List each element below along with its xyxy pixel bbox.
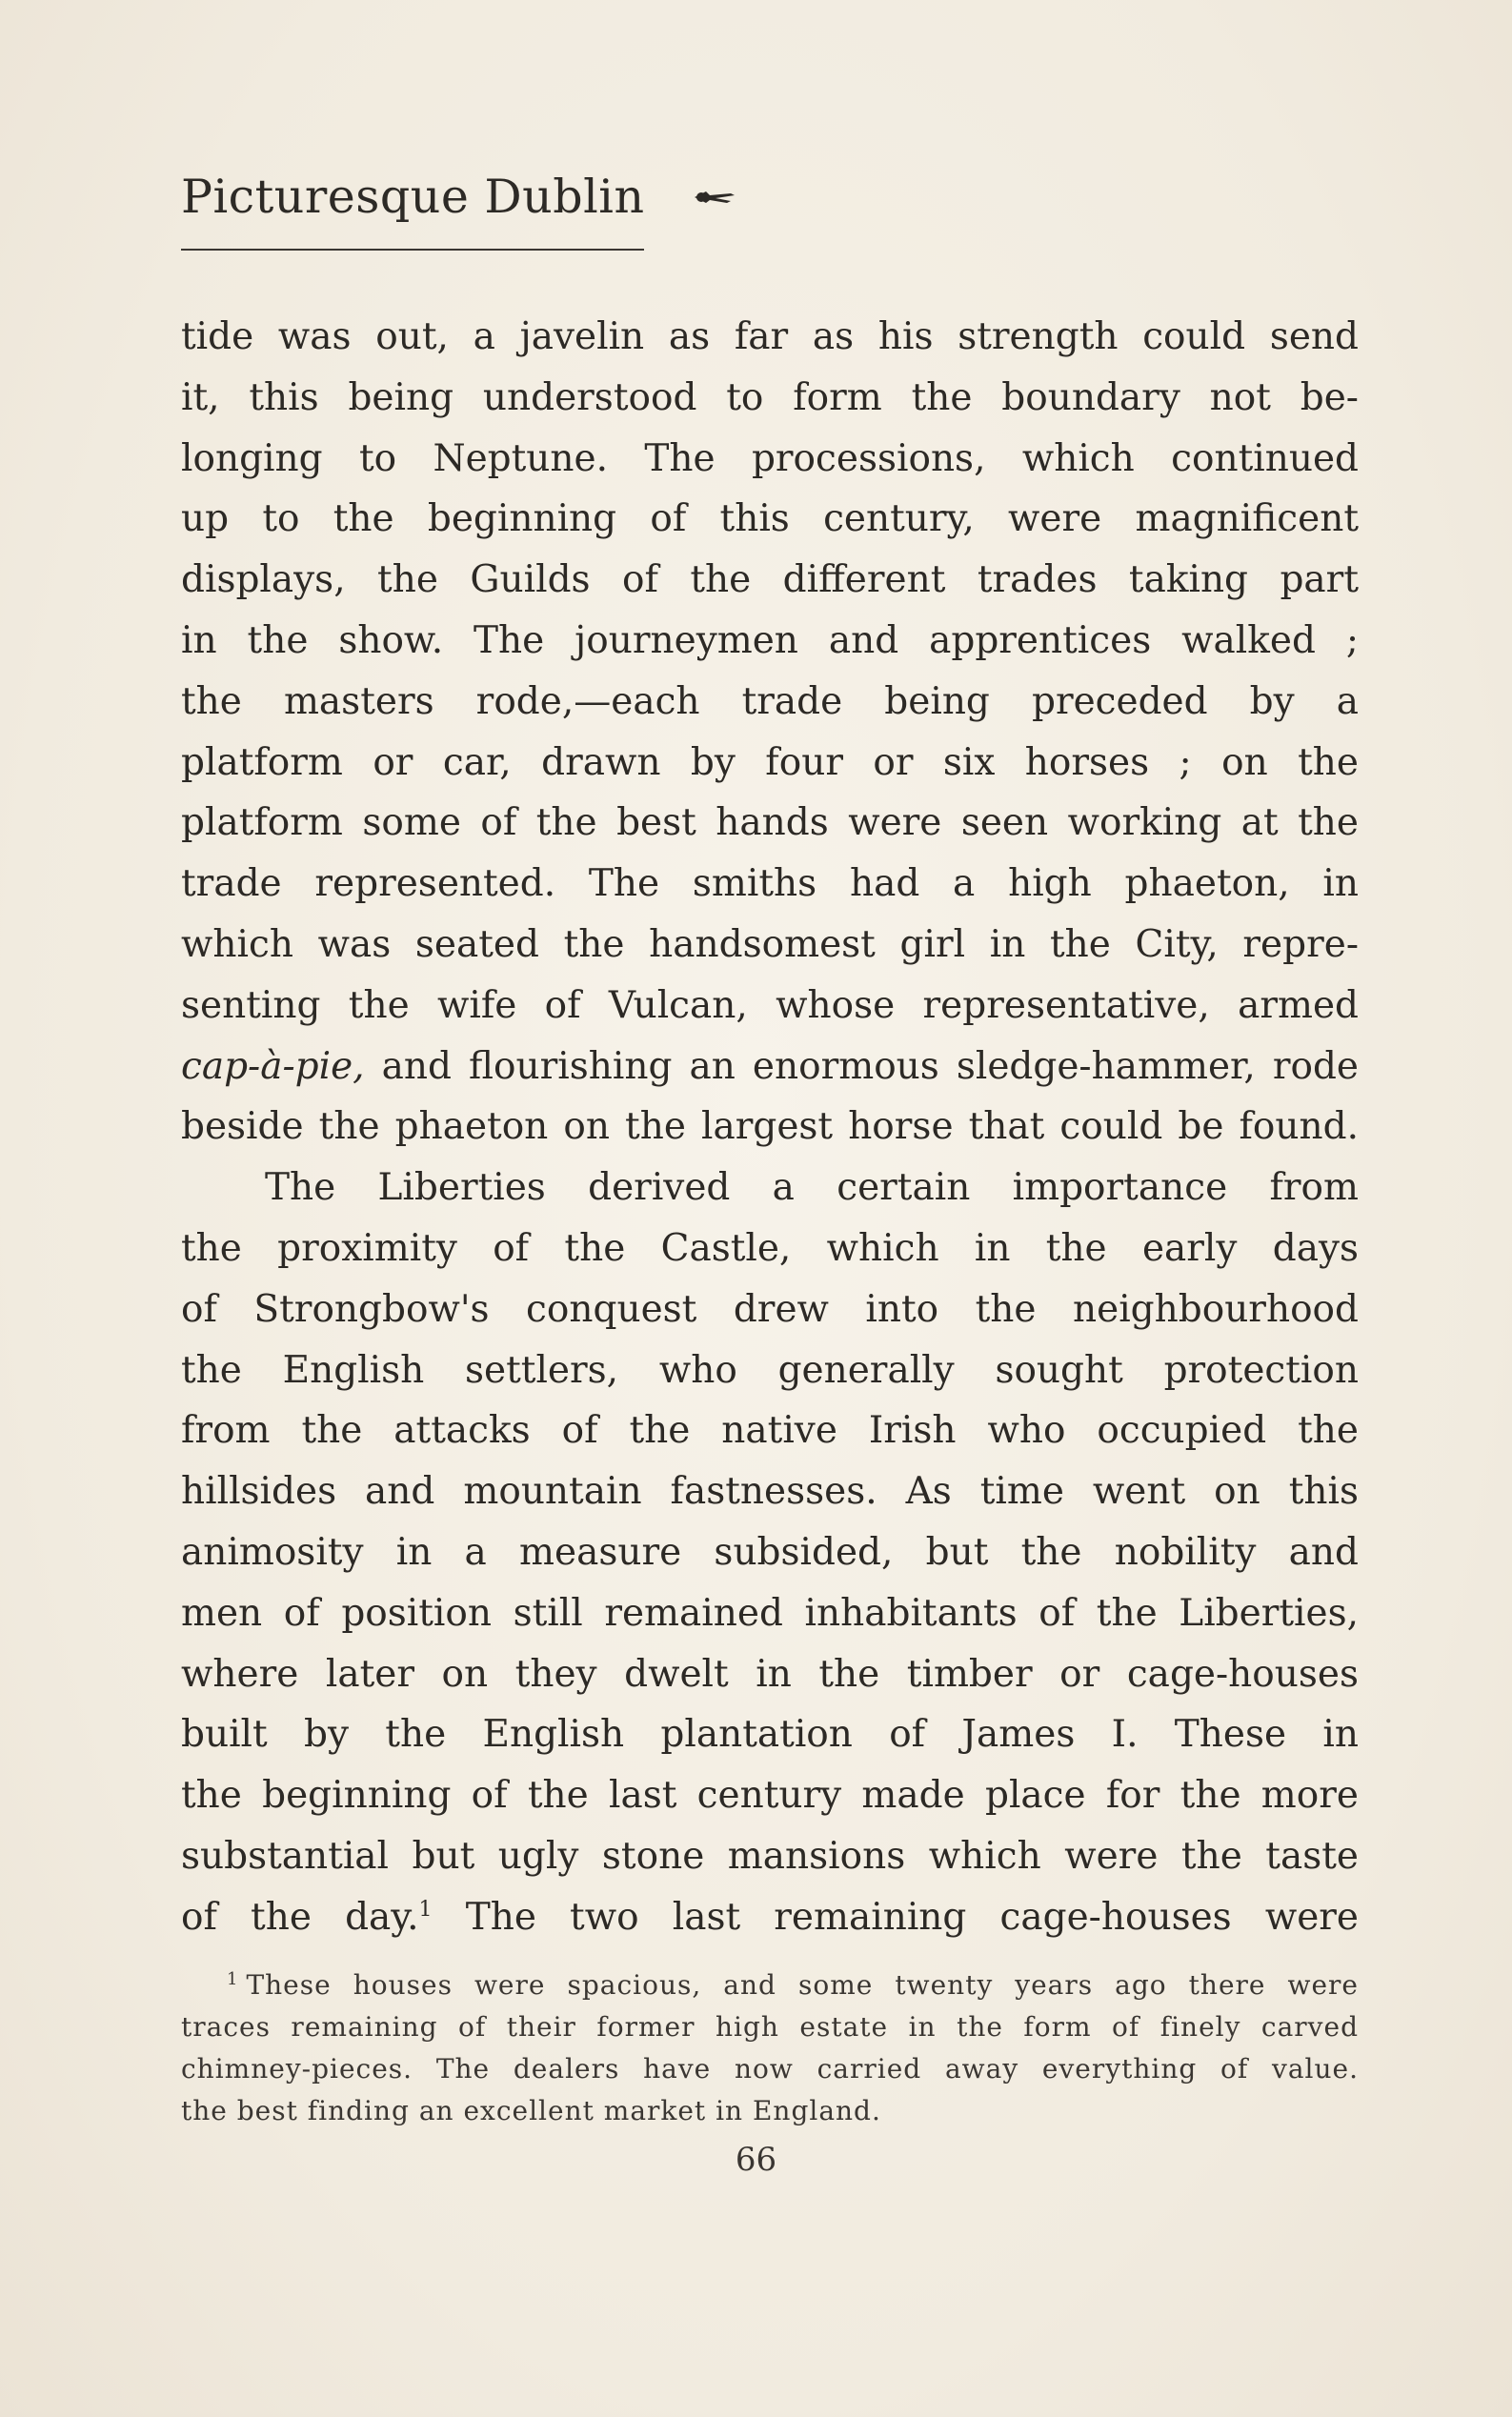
footnote-line: traces remaining of their former high estate in the form of finely carved: [181, 2011, 1359, 2043]
text-line: platform or car, drawn by four or six horses ; on the: [181, 740, 1359, 784]
text-line: The Liberties derived a certain importance from: [265, 1166, 1359, 1210]
text-line: animosity in a measure subsided, but the nobility and: [181, 1530, 1359, 1574]
text-line: platform some of the best hands were seen working at the: [181, 801, 1359, 845]
footnote-line: chimney-pieces. The dealers have now carried away everything of value.: [181, 2053, 1359, 2085]
text-line: from the attacks of the native Irish who occupied the: [181, 1409, 1359, 1453]
body-text: [181, 307, 1359, 1948]
text-line-rest: and flourishing an enormous sledge-hammer, rode: [381, 1044, 1359, 1088]
text-line: the masters rode,—each trade being preceded by a: [181, 679, 1359, 723]
running-header: [181, 170, 736, 224]
hand-pointing-left-icon: [693, 187, 736, 212]
footnote-line: [181, 1964, 1359, 2006]
text-line: beside the phaeton on the largest horse that could be found.: [181, 1105, 1359, 1149]
text-line: senting the wife of Vulcan, whose representative, armed: [181, 983, 1359, 1027]
italic-phrase: cap-à-pie,: [181, 1044, 365, 1088]
text-line: of Strongbow's conquest drew into the neighbourhood: [181, 1287, 1359, 1331]
text-line: in the show. The journeymen and apprentices walked ;: [181, 618, 1359, 662]
footnote-reference: 1: [418, 1897, 433, 1922]
text-line: up to the beginning of this century, were magnificent: [181, 497, 1359, 541]
text-line: the proximity of the Castle, which in the early days: [181, 1226, 1359, 1270]
text-line-end: The two last remaining cage-houses were: [465, 1895, 1360, 1939]
text-line: it, this being understood to form the boundary not be-: [181, 375, 1359, 419]
text-line: tide was out, a javelin as far as his strength could send: [181, 315, 1359, 358]
text-line: [181, 1887, 1359, 1948]
text-line: which was seated the handsomest girl in the City, repre-: [181, 922, 1359, 966]
footnote: [181, 1964, 1359, 2132]
text-line: where later on they dwelt in the timber or cage-houses: [181, 1652, 1359, 1696]
text-line: displays, the Guilds of the different trades taking part: [181, 558, 1359, 602]
text-line: men of position still remained inhabitants of the Liberties,: [181, 1591, 1359, 1635]
header-rule: [181, 249, 644, 251]
text-line: the beginning of the last century made place for the more: [181, 1774, 1359, 1818]
text-line: longing to Neptune. The processions, which continued: [181, 436, 1359, 480]
running-title: Picturesque Dublin: [181, 170, 645, 224]
page-number: 66: [735, 2141, 777, 2179]
footnote-text: These houses were spacious, and some twenty years ago there were: [246, 1969, 1359, 2001]
text-line: the English settlers, who generally sought protection: [181, 1348, 1359, 1392]
text-line: [181, 1037, 1359, 1098]
text-line: hillsides and mountain fastnesses. As time went on this: [181, 1470, 1359, 1514]
text-line-start: of the day.: [181, 1895, 419, 1939]
footnote-marker: 1: [227, 1968, 239, 1989]
text-line: built by the English plantation of James I. These in: [181, 1713, 1359, 1757]
text-line: trade represented. The smiths had a high phaeton, in: [181, 862, 1359, 906]
text-line: substantial but ugly stone mansions which were the taste: [181, 1834, 1359, 1878]
footnote-line: the best finding an excellent market in England.: [181, 2095, 881, 2126]
